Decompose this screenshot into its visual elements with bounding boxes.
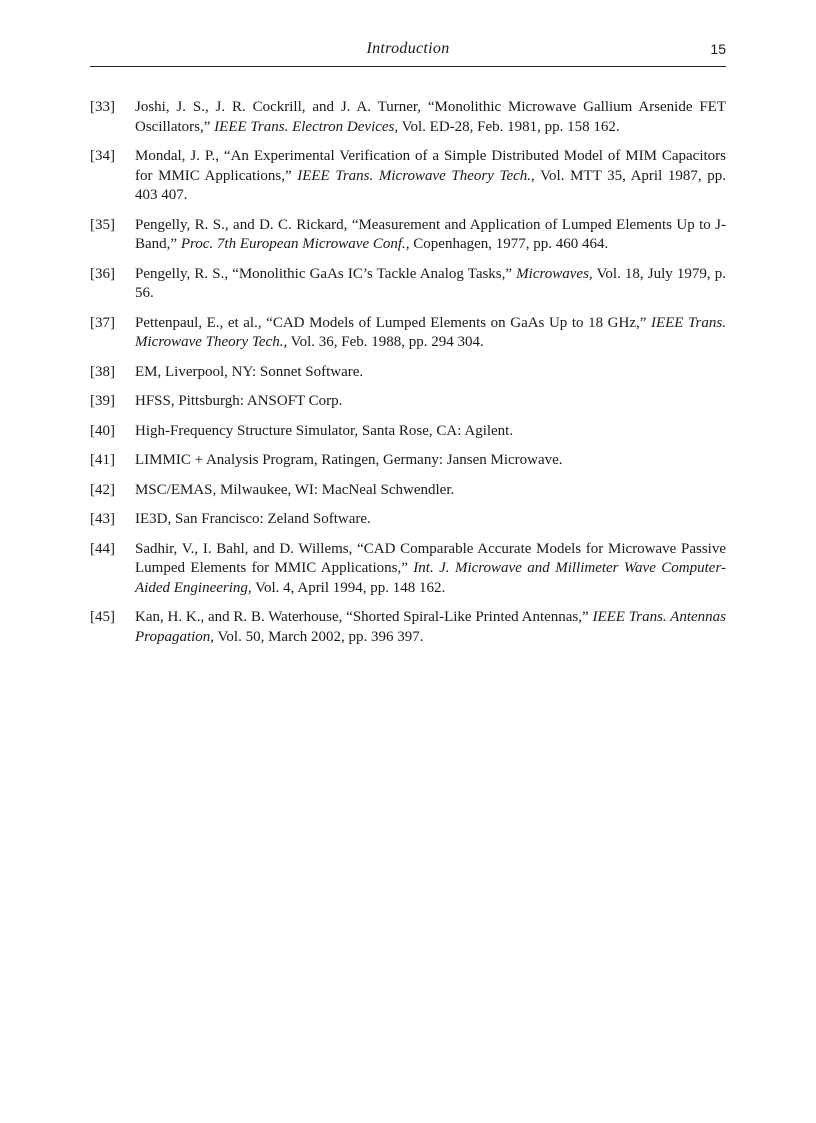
reference-text: EM, Liverpool, NY: Sonnet Software. [135,363,364,380]
reference-details: Vol. 50, March 2002, pp. 396 397. [214,628,424,645]
reference-entry [90,510,726,530]
reference-number: [33] [90,99,115,115]
reference-details: Vol. ED-28, Feb. 1981, pp. 158 162. [398,118,620,135]
reference-details: Vol. 36, Feb. 1988, pp. 294 304. [287,334,484,350]
reference-entry [90,314,726,353]
reference-list [90,98,726,657]
reference-entry [90,98,726,137]
page-header [90,38,726,67]
reference-details: Vol. 4, April 1994, pp. 148 162. [251,579,446,596]
reference-number: [41] [90,452,115,468]
reference-text: Sadhir, V., I. Bahl, and D. Willems, “CAD Comparable Accurate Models for Microwave Passive Lumped Elements for MMIC Applications,” [135,540,726,576]
reference-number: [43] [90,511,115,527]
reference-details: Copenhagen, 1977, pp. 460 464. [409,236,609,252]
reference-entry [90,147,726,206]
running-title: Introduction [366,40,450,57]
reference-number: [34] [90,148,115,164]
reference-source: IEEE Trans. Microwave Theory Tech., [135,314,726,350]
reference-text: Pengelly, R. S., and D. C. Rickard, “Measurement and Application of Lumped Elements Up to J-Band,” [135,216,726,252]
reference-text: Kan, H. K., and R. B. Waterhouse, “Shorted Spiral-Like Printed Antennas,” [135,609,593,625]
reference-text: Mondal, J. P., “An Experimental Verification of a Simple Distributed Model of MIM Capacitors for MMIC Applications,” [135,148,726,184]
reference-text: MSC/EMAS, Milwaukee, WI: MacNeal Schwendler. [135,481,455,498]
reference-number: [42] [90,481,115,498]
reference-details: Vol. 18, July 1979, p. 56. [135,265,726,301]
reference-source: Proc. 7th European Microwave Conf., [180,236,410,252]
reference-entry [90,451,726,471]
reference-source: Int. J. Microwave and Millimeter Wave Computer-Aided Engineering, [135,560,726,596]
reference-text: LIMMIC + Analysis Program, Ratingen, Germany: Jansen Microwave. [135,452,563,468]
reference-text: Pengelly, R. S., “Monolithic GaAs IC’s Tackle Analog Tasks,” [135,265,517,282]
reference-entry [90,265,726,304]
reference-entry [90,363,726,383]
reference-source: Microwaves, [516,265,593,282]
reference-text: HFSS, Pittsburgh: ANSOFT Corp. [135,393,343,409]
reference-entry [90,540,726,599]
reference-source: IEEE Trans. Microwave Theory Tech., [297,167,535,184]
reference-number: [37] [90,314,115,331]
reference-number: [35] [90,216,115,233]
reference-source: IEEE Trans. Antennas Propagation, [135,609,726,645]
reference-number: [38] [90,363,115,380]
reference-number: [45] [90,609,115,625]
reference-entry [90,481,726,501]
reference-number: [40] [90,422,115,439]
reference-text: IE3D, San Francisco: Zeland Software. [135,511,371,527]
reference-number: [44] [90,540,115,557]
reference-entry [90,392,726,412]
reference-text: Joshi, J. S., J. R. Cockrill, and J. A. Turner, “Monolithic Microwave Gallium Arsenide FET Oscillators,” [135,99,726,135]
reference-details: Vol. MTT 35, April 1987, pp. 403 407. [135,167,726,203]
reference-entry [90,608,726,647]
reference-number: [36] [90,265,115,282]
reference-text: Pettenpaul, E., et al., “CAD Models of Lumped Elements on GaAs Up to 18 GHz,” [135,314,651,331]
reference-entry [90,422,726,442]
reference-source: IEEE Trans. Electron Devices, [214,118,399,135]
reference-text: High-Frequency Structure Simulator, Santa Rose, CA: Agilent. [135,422,514,439]
reference-number: [39] [90,393,115,409]
reference-entry [90,216,726,255]
page-number: 15 [710,41,726,57]
